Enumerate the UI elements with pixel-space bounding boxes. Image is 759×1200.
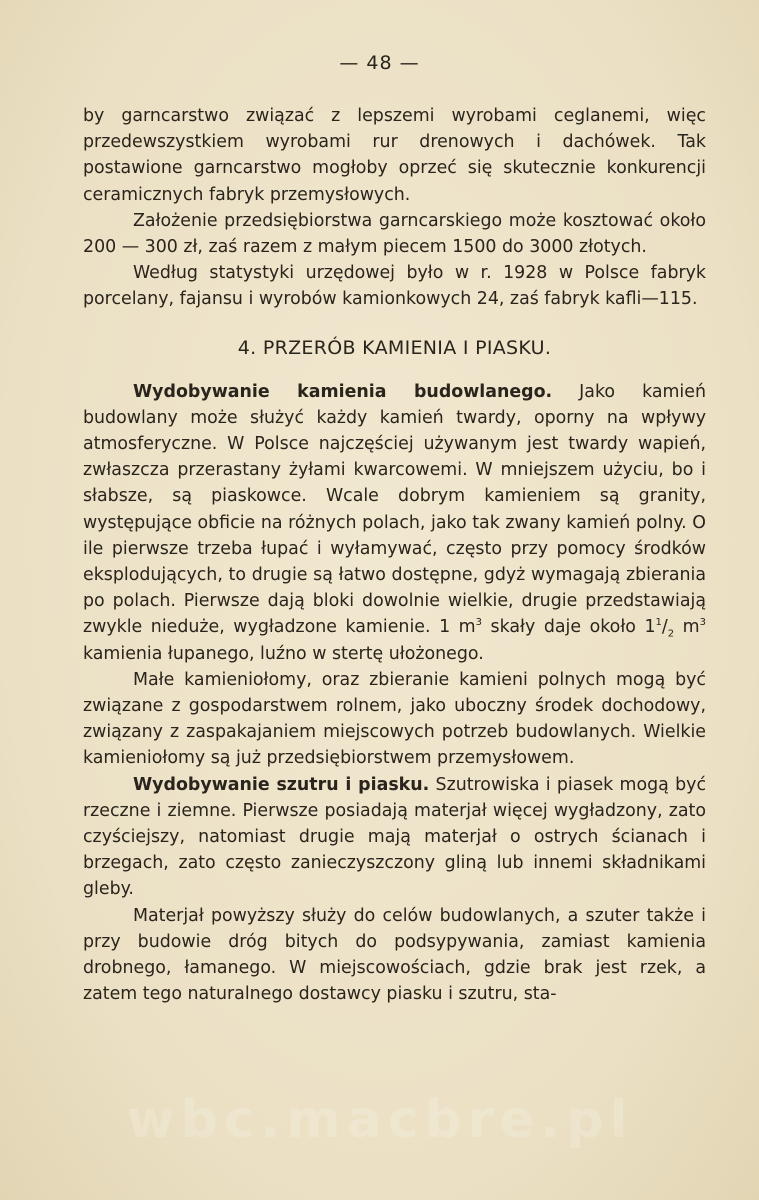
section-heading: 4. PRZERÓB KAMIENIA I PIASKU. [237,336,552,359]
superscript-3: 3 [475,617,482,629]
paragraph-usage: Materjał powyższy służy do celów budowlanych, a szuter także i przy budowie dróg bitych do podsypywania, zamiast kamienia drobnego, łamanego. W miejscowościach, gdzie brak jest rzek, a zatem tego naturalnego dostawcy piasku i szutru, sta- [83,905,706,1005]
superscript-3b: 3 [699,617,706,629]
run-in-heading-gravel: Wydobywanie szutru i piasku. [133,774,430,795]
stone-text-c: m [674,617,700,638]
run-in-heading-stone: Wydobywanie kamienia budowlanego. [133,381,553,402]
stone-text-b: skały daje około 1 [482,617,656,638]
page-body [83,103,706,1008]
paragraph-continuation: by garncarstwo związać z lepszemi wyrobami ceglanemi, więc przedewszystkiem wyrobami rur drenowych i dachówek. Tak postawione garncarstwo mogłoby oprzeć się skutecznie konkurencji ceramicznych fabryk przemysłowych. [83,106,706,205]
paragraph-gravel [83,772,706,903]
page-number: — 48 — [339,52,420,74]
watermark: wbc.macbre.pl [126,1090,634,1150]
fraction-denominator: 2 [667,628,675,640]
paragraph-statistics: Według statystyki urzędowej było w r. 1928 w Polsce fabryk porcelany, fajansu i wyrobów kamionkowych 24, zaś fabryk kafli—115. [83,263,706,310]
fraction-numerator: 1 [655,617,662,629]
gravel-text: Szutrowiska i piasek mogą być rzeczne i ziemne. Pierwsze posiadają materjał więcej wygładzony, zato czyściejszy, natomiast drugie mają materjał o ostrych ścianach i brzegach, zato często zanieczyszczony gliną lub innemi składnikami gleby. [83,774,707,900]
fraction-slash: / [661,617,668,638]
paragraph-stone [83,379,706,667]
stone-text-d: kamienia łupanego, luźno w stertę ułożonego. [83,643,484,664]
stone-text-a: Jako kamień budowlany może służyć każdy kamień twardy, oporny na wpływy atmosferyczne. W Polsce najczęściej używanym jest twardy wapień, zwłaszcza przerastany żyłami kwarcowemi. W mniejszem użyciu, bo i słabsze, są piaskowce. Wcale dobrym kamieniem są granity, występujące obficie na różnych polach, jako tak zwany kamień polny. O ile pierwsze trzeba łupać i wyłamywać, często przy pomocy środków eksplodujących, to drugie są łatwo dostępne, gdyż wymagają zbierania po polach. Pierwsze dają bloki dowolnie wielkie, drugie przedstawiają zwykle nieduże, wygładzone kamienie. 1 m [83,381,706,638]
paragraph-quarries: Małe kamieniołomy, oraz zbieranie kamieni polnych mogą być związane z gospodarstwem rolnem, jako uboczny środek dochodowy, związany z zaspakajaniem miejscowych potrzeb budowlanych. Wielkie kamieniołomy są już przedsiębiorstwem przemysłowem. [83,669,706,769]
paragraph-cost: Założenie przedsiębiorstwa garncarskiego może kosztować około 200 — 300 zł, zaś razem z małym piecem 1500 do 3000 złotych. [83,210,706,258]
